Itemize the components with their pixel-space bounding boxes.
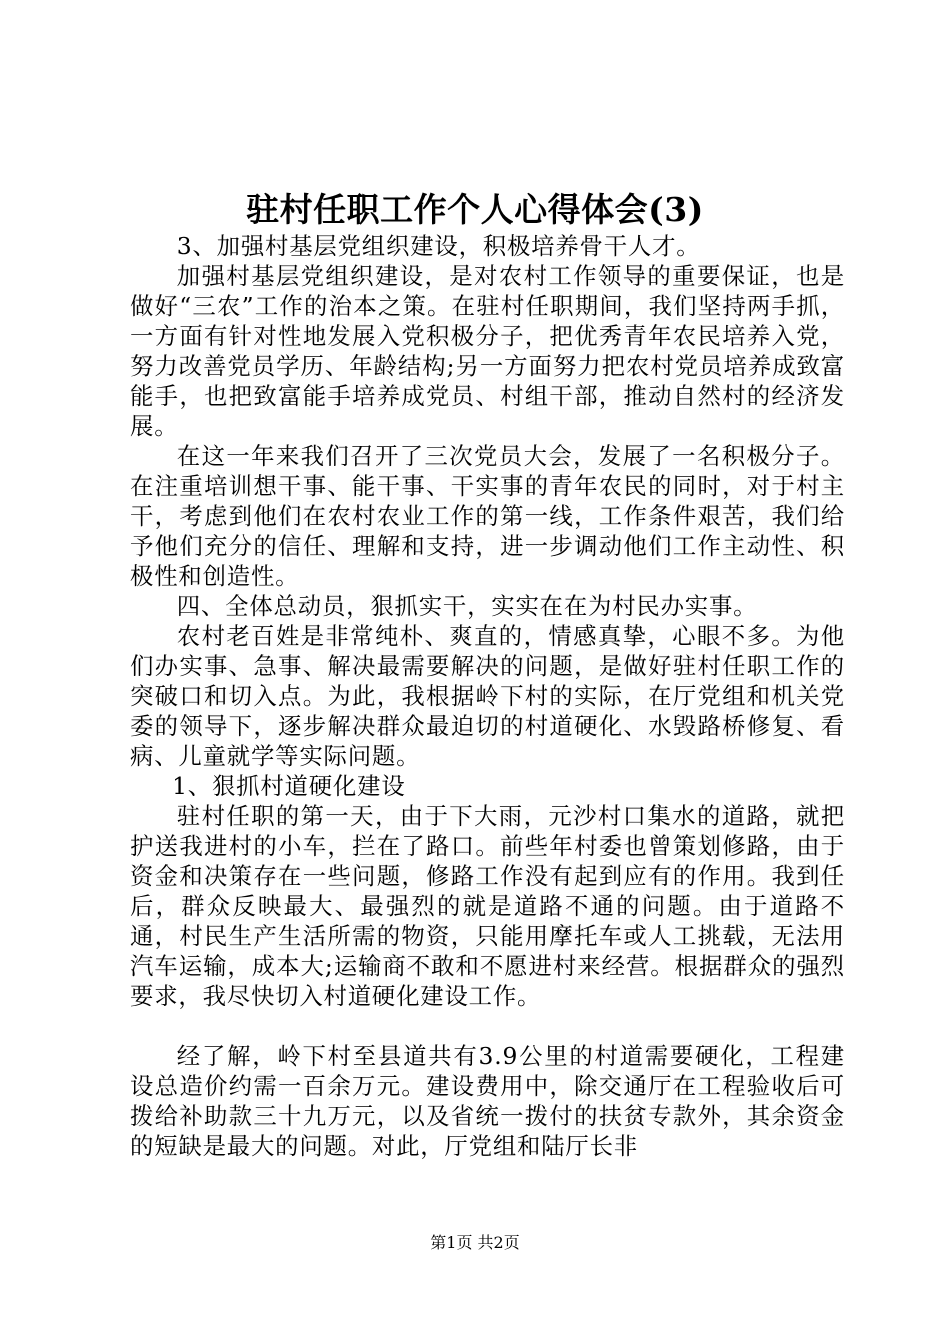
section-heading-4: 四、全体总动员，狠抓实干，实实在在为村民办实事。	[176, 592, 758, 620]
subsection-heading-1: 1、狠抓村道硬化建设	[172, 772, 406, 800]
body-paragraph: 在这一年来我们召开了三次党员大会，发展了一名积极分子。在注重培训想干事、能干事、干实事的青年农民的同时，对于村主干，考虑到他们在农村农业工作的第一线，工作条件艰苦，我们给予他们充分的信任、理解和支持，进一步调动他们工作主动性、积极性和创造性。	[130, 442, 845, 590]
body-paragraph: 驻村任职的第一天，由于下大雨，元沙村口集水的道路，就把护送我进村的小车，拦在了路口。前些年村委也曾策划修路，由于资金和决策存在一些问题，修路工作没有起到应有的作用。我到任后，群众反映最大、最强烈的就是道路不通的问题。由于道路不通，村民生产生活所需的物资，只能用摩托车或人工挑载，无法用汽车运输，成本大;运输商不敢和不愿进村来经营。根据群众的强烈要求，我尽快切入村道硬化建设工作。	[130, 802, 845, 1010]
section-heading-3: 3、加强村基层党组织建设，积极培养骨干人才。	[176, 232, 701, 260]
document-body	[130, 231, 845, 1161]
body-paragraph: 经了解，岭下村至县道共有3.9公里的村道需要硬化，工程建设总造价约需一百余万元。建设费用中，除交通厅在工程验收后可拨给补助款三十九万元，以及省统一拨付的扶贫专款外，其余资金的短缺是最大的问题。对此，厅党组和陆厅长非	[130, 1042, 845, 1160]
body-paragraph: 农村老百姓是非常纯朴、爽直的，情感真挚，心眼不多。为他们办实事、急事、解决最需要解决的问题，是做好驻村任职工作的突破口和切入点。为此，我根据岭下村的实际，在厅党组和机关党委的领导下，逐步解决群众最迫切的村道硬化、水毁路桥修复、看病、儿童就学等实际问题。	[130, 622, 845, 770]
body-paragraph: 加强村基层党组织建设，是对农村工作领导的重要保证，也是做好“三农”工作的治本之策。在驻村任职期间，我们坚持两手抓，一方面有针对性地发展入党积极分子，把优秀青年农民培养入党，努力改善党员学历、年龄结构;另一方面努力把农村党员培养成致富能手，也把致富能手培养成党员、村组干部，推动自然村的经济发展。	[130, 262, 845, 440]
page-number-footer: 第1页 共2页	[430, 1233, 520, 1252]
document-title: 驻村任职工作个人心得体会(3)	[246, 190, 704, 229]
